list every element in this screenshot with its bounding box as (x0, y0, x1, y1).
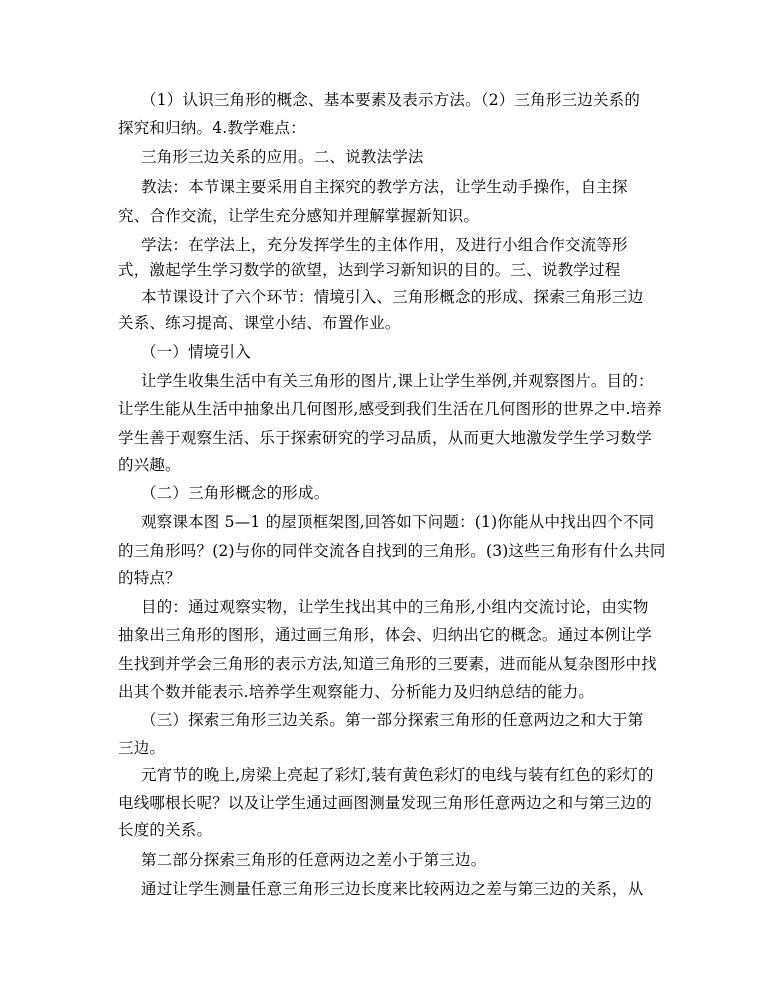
paragraph-line: 第二部分探索三角形的任意两边之差小于第三边。 (141, 851, 487, 869)
paragraph-line: 究、合作交流，让学生充分感知并理解掌握新知识。 (118, 207, 480, 225)
paragraph-line: 学法：在学法上，充分发挥学生的主体作用，及进行小组合作交流等形 (141, 236, 628, 254)
paragraph-line: 的兴趣。 (118, 456, 181, 474)
paragraph-line: 本节课设计了六个环节：情境引入、三角形概念的形成、探索三角形三边 (141, 288, 644, 306)
paragraph-line: 让学生收集生活中有关三角形的图片,课上让学生举例,并观察图片。目的： (141, 372, 654, 390)
paragraph-line: 探究和归纳。4.教学难点： (118, 119, 306, 137)
paragraph-line: 教法：本节课主要采用自主探究的教学方法，让学生动手操作，自主探 (141, 178, 628, 196)
paragraph-line: 式，激起学生学习数学的欲望，达到学习新知识的目的。三、说教学过程 (118, 261, 621, 279)
paragraph-line: 元宵节的晚上,房梁上亮起了彩灯,装有黄色彩灯的电线与装有红色的彩灯的 (141, 766, 654, 784)
paragraph-line: 让学生能从生活中抽象出几何图形,感受到我们生活在几何图形的世界之中.培养 (118, 400, 663, 418)
paragraph-line: 长度的关系。 (118, 821, 213, 839)
paragraph-line: 三角形三边关系的应用。二、说教法学法 (141, 148, 424, 166)
paragraph-line: 通过让学生测量任意三角形三边长度来比较两边之差与第三边的关系，从 (141, 880, 644, 898)
paragraph-line: 观察课本图 5—1 的屋顶框架图,回答如下问题：(1)你能从中找出四个不同 (141, 513, 655, 531)
paragraph-line: 生找到并学会三角形的表示方法,知道三角形的三要素，进而能从复杂图形中找 (118, 655, 657, 673)
paragraph-line: 关系、练习提高、课堂小结、布置作业。 (118, 314, 401, 332)
paragraph-line: 学生善于观察生活、乐于探索研究的学习品质，从而更大地激发学生学习数学 (118, 429, 652, 447)
section-heading: （一）情境引入 (141, 343, 251, 361)
paragraph-line: 电线哪根长呢？以及让学生通过画图测量发现三角形任意两边之和与第三边的 (118, 794, 652, 812)
section-heading: （三）探索三角形三边关系。第一部分探索三角形的任意两边之和大于第 (141, 711, 644, 729)
paragraph-line: 抽象出三角形的图形，通过画三角形，体会、归纳出它的概念。通过本例让学 (118, 626, 652, 644)
paragraph-line: 三边。 (118, 739, 166, 757)
paragraph-line: 的三角形吗？(2)与你的同伴交流各自找到的三角形。(3)这些三角形有什么共同 (118, 542, 666, 560)
section-heading: （二）三角形概念的形成。 (141, 484, 330, 502)
paragraph-line: 目的：通过观察实物，让学生找出其中的三角形,小组内交流讨论，由实物 (141, 598, 649, 616)
paragraph-line: 的特点？ (118, 569, 181, 587)
paragraph-line: 出其个数并能表示.培养学生观察能力、分析能力及归纳总结的能力。 (118, 683, 595, 701)
paragraph-line: （1）认识三角形的概念、基本要素及表示方法。（2）三角形三边关系的 (141, 91, 641, 109)
